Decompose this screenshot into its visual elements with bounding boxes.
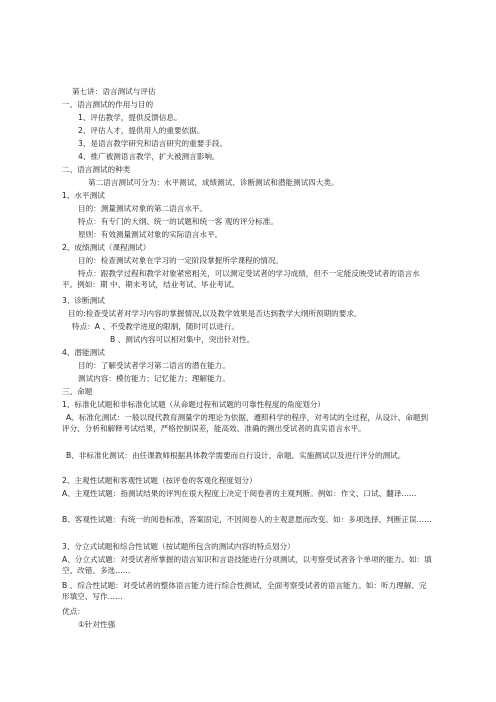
level-test-purpose: 目的：测量测试对象的第二语言水平。 xyxy=(78,204,208,213)
section-1-heading: 一、语言测试的作用与目的 xyxy=(62,100,154,109)
standardized-b: B、非标准化测试：由任课教师根据具体教学需要而自行设计、命题、实施测试以及进行评分的测试。 xyxy=(66,451,406,460)
achievement-test-purpose: 目的：检查测试对象在学习的一定阶段掌握所学课程的情况。 xyxy=(78,256,284,265)
advantages-label: 优点： xyxy=(62,607,85,616)
list-item: 2、评估人才，提供用人的重要依据。 xyxy=(78,126,205,135)
diagnostic-test-purpose: 目的:检查受试者对学习内容的掌握情况,以及教学效果是否达到教学大纲所预期的要求。 xyxy=(68,309,362,318)
diagnostic-feature-b: B 、测试内容可以相对集中，突出针对性。 xyxy=(110,335,255,344)
section-2-intro: 第二语言测试可分为：水平测试、成绩测试、诊断测试和潜能测试四大类。 xyxy=(88,178,339,187)
advantage-item: ①针对性强 xyxy=(78,620,116,629)
subjective-a: A、主观性试题：指测试结果的评判在很大程度上决定于阅卷者的主观判断。例如：作文、口试、翻译…… xyxy=(62,489,417,498)
objective-b: B、客观性试题：有统一的阅卷标准，答案固定，不因阅卷人的主观意愿而改变。如：多项选择、判断正误…… xyxy=(62,515,432,524)
standardized-a: A、标准化测试：一般以现代教育测量学的理论为依据，遵照科学的程序，对考试的全过程，从设计、命题到评分、分析和解释考试结果，严格控制误差，能高效、准确的测出受试者的真实语言水平。 xyxy=(62,413,429,434)
list-item: 1、评估教学，提供反馈信息。 xyxy=(78,113,182,122)
list-item: 3、是语言教学研究和语言研究的重要手段。 xyxy=(78,139,228,148)
integrative-b: B 、综合性试题：对受试者的整体语言能力进行综合性测试，全面考察受试者的语言能力。如：听力理解、完形填空、写作…… xyxy=(62,581,427,602)
achievement-test-title: 2、成绩测试（课程测试） xyxy=(62,243,151,252)
aptitude-test-content: 测试内容：模仿能力；记忆能力；理解能力。 xyxy=(78,374,230,383)
section-3-heading: 三、命题 xyxy=(62,387,93,396)
diagnostic-test-title: 3、诊断测试 xyxy=(62,296,105,305)
aptitude-test-title: 4、潜能测试 xyxy=(62,348,105,357)
discrete-a: A、分立式试题：对受试者所掌握的语言知识和言语技能进行分项测试，以考察受试者各个单项的能力。如：填空、改错、多选…… xyxy=(62,555,432,576)
level-test-title: 1、水平测试 xyxy=(62,191,105,200)
level-test-principle: 原则：有效测量测试对象的实际语言水平。 xyxy=(78,230,223,239)
level-test-feature: 特点：有专门的大纲、统一的试题和统一客 观的评分标准。 xyxy=(78,217,278,226)
section-2-heading: 二、语言测试的种类 xyxy=(62,165,131,174)
aptitude-test-purpose: 目的：了解受试者学习第二语言的潜在能力。 xyxy=(78,361,230,370)
discrete-integrative-title: 3、分立式试题和综合性试题（按试题所包含的测试内容的特点划分） xyxy=(62,542,295,551)
achievement-test-feature: 特点：跟教学过程和教学对象紧密相关，可以测定受试者的学习成绩，但不一定能反映受试者的语言水平。例如：期 中、期末考试，结业考试、毕业考试。 xyxy=(62,269,420,290)
standardized-title: 1、标准化试题和非标准化试题（从命题过程和试题的可靠性程度的角度划分） xyxy=(62,400,326,409)
list-item: 4、推广被测语言教学，扩大被测言影响。 xyxy=(78,152,220,161)
lecture-title: 第七讲：语言测试与评估 xyxy=(72,87,156,96)
subjective-objective-title: 2、主观性试题和客观性试题（按评卷的客观化程度划分） xyxy=(62,476,257,485)
diagnostic-feature-a: 特点：A 、不受教学进度的限制，随时可以进行。 xyxy=(72,322,240,331)
